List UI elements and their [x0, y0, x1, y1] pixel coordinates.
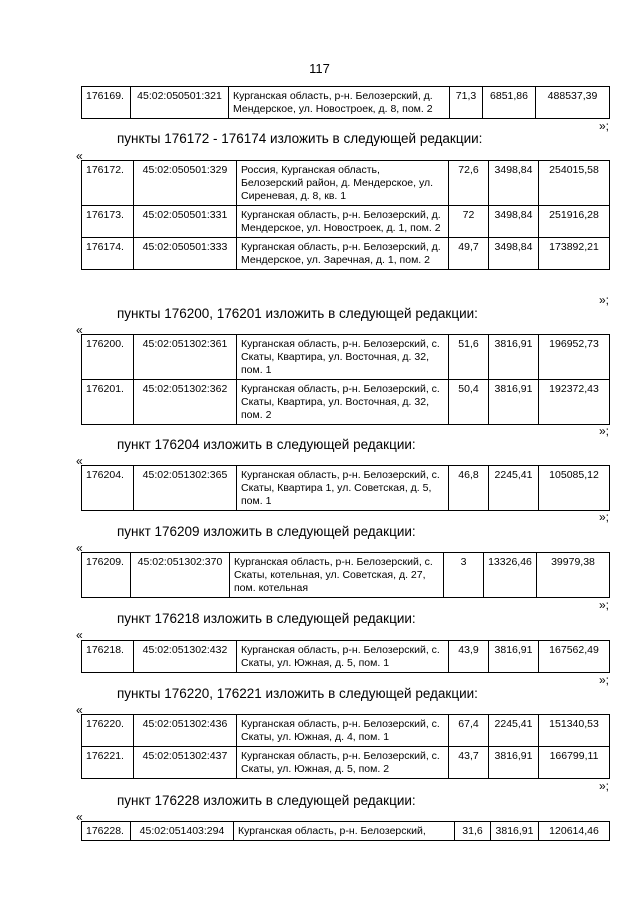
cadastral-number: 45:02:050501:333: [134, 238, 237, 270]
area: 43,7: [449, 747, 489, 779]
address: Курганская область, р-н. Белозерский, с. Скаты, Квартира, ул. Восточная, д. 32, пом. 1: [237, 335, 449, 380]
total: 39979,38: [537, 553, 610, 598]
area: 43,9: [449, 641, 489, 673]
closing-quote: »;: [598, 673, 609, 687]
cadastral-number: 45:02:051302:365: [134, 466, 237, 511]
cadastral-number: 45:02:051302:361: [134, 335, 237, 380]
property-table: [81, 465, 610, 511]
opening-quote: «: [76, 628, 83, 642]
area: 71,3: [450, 87, 483, 119]
total: 251916,28: [539, 206, 610, 238]
total: 151340,53: [539, 715, 610, 747]
area: 67,4: [449, 715, 489, 747]
address: Курганская область, р-н. Белозерский, с. Скаты, ул. Южная, д. 5, пом. 1: [237, 641, 449, 673]
property-table: [81, 640, 610, 673]
total: 120614,46: [539, 822, 610, 841]
address: Курганская область, р-н. Белозерский,: [234, 822, 455, 841]
table-row: [82, 553, 610, 598]
price: 3816,91: [489, 380, 539, 425]
area: 51,6: [449, 335, 489, 380]
price: 13326,46: [484, 553, 537, 598]
closing-quote: »;: [598, 510, 609, 524]
instruction-text: пункт 176228 изложить в следующей редакции:: [117, 793, 416, 808]
property-table: [81, 714, 610, 779]
total: 105085,12: [539, 466, 610, 511]
table-row: [82, 238, 610, 270]
cadastral-number: 45:02:050501:329: [134, 161, 237, 206]
row-number: 176218.: [82, 641, 134, 673]
cadastral-number: 45:02:051302:370: [131, 553, 230, 598]
price: 3816,91: [491, 822, 539, 841]
total: 254015,58: [539, 161, 610, 206]
table-row: [82, 641, 610, 673]
address: Россия, Курганская область, Белозерский район, д. Мендерское, ул. Сиреневая, д. 8, кв. 1: [237, 161, 449, 206]
area: 31,6: [455, 822, 491, 841]
instruction-text: пункты 176200, 176201 изложить в следующей редакции:: [117, 306, 478, 321]
address: Курганская область, р-н. Белозерский, д. Мендерское, ул. Новостроек, д. 1, пом. 2: [237, 206, 449, 238]
cadastral-number: 45:02:051403:294: [131, 822, 234, 841]
property-table: [81, 821, 610, 841]
area: 46,8: [449, 466, 489, 511]
price: 3816,91: [489, 335, 539, 380]
property-table: [81, 334, 610, 425]
price: 2245,41: [489, 466, 539, 511]
total: 196952,73: [539, 335, 610, 380]
area: 72: [449, 206, 489, 238]
cadastral-number: 45:02:051302:432: [134, 641, 237, 673]
table-row: [82, 87, 610, 119]
property-table: [81, 552, 610, 598]
row-number: 176201.: [82, 380, 134, 425]
price: 3498,84: [489, 161, 539, 206]
row-number: 176220.: [82, 715, 134, 747]
address: Курганская область, р-н. Белозерский, с. Скаты, ул. Южная, д. 5, пом. 2: [237, 747, 449, 779]
table-row: [82, 335, 610, 380]
row-number: 176173.: [82, 206, 134, 238]
table-row: [82, 822, 610, 841]
total: 173892,21: [539, 238, 610, 270]
row-number: 176204.: [82, 466, 134, 511]
property-table: [81, 160, 610, 270]
cadastral-number: 45:02:051302:436: [134, 715, 237, 747]
table-row: [82, 206, 610, 238]
page-number: 117: [309, 61, 330, 76]
cadastral-number: 45:02:050501:321: [131, 87, 229, 119]
area: 49,7: [449, 238, 489, 270]
cadastral-number: 45:02:051302:362: [134, 380, 237, 425]
address: Курганская область, р-н. Белозерский, д. Мендерское, ул. Заречная, д. 1, пом. 2: [237, 238, 449, 270]
instruction-text: пункты 176220, 176221 изложить в следующей редакции:: [117, 686, 478, 701]
opening-quote: «: [76, 703, 83, 717]
address: Курганская область, р-н. Белозерский, с. Скаты, котельная, ул. Советская, д. 27, пом. котельная: [230, 553, 444, 598]
address: Курганская область, р-н. Белозерский, с. Скаты, Квартира, ул. Восточная, д. 32, пом. 2: [237, 380, 449, 425]
table-row: [82, 747, 610, 779]
total: 167562,49: [539, 641, 610, 673]
area: 72,6: [449, 161, 489, 206]
row-number: 176174.: [82, 238, 134, 270]
cadastral-number: 45:02:050501:331: [134, 206, 237, 238]
closing-quote: »;: [598, 424, 609, 438]
instruction-text: пункт 176204 изложить в следующей редакции:: [117, 437, 416, 452]
property-table: [81, 86, 610, 119]
opening-quote: «: [76, 454, 83, 468]
row-number: 176221.: [82, 747, 134, 779]
row-number: 176172.: [82, 161, 134, 206]
opening-quote: «: [76, 149, 83, 163]
table-row: [82, 715, 610, 747]
area: 3: [444, 553, 484, 598]
row-number: 176228.: [82, 822, 131, 841]
address: Курганская область, р-н. Белозерский, с. Скаты, Квартира 1, ул. Советская, д. 5, пом. 1: [237, 466, 449, 511]
closing-quote: »;: [598, 779, 609, 793]
row-number: 176209.: [82, 553, 131, 598]
instruction-text: пункты 176172 - 176174 изложить в следующей редакции:: [117, 131, 483, 146]
opening-quote: «: [76, 810, 83, 824]
instruction-text: пункт 176209 изложить в следующей редакции:: [117, 524, 416, 539]
cadastral-number: 45:02:051302:437: [134, 747, 237, 779]
instruction-text: пункт 176218 изложить в следующей редакции:: [117, 611, 416, 626]
price: 3498,84: [489, 206, 539, 238]
row-number: 176169.: [82, 87, 131, 119]
closing-quote: »;: [598, 119, 609, 133]
total: 488537,39: [536, 87, 610, 119]
closing-quote: »;: [598, 293, 609, 307]
price: 2245,41: [489, 715, 539, 747]
price: 6851,86: [483, 87, 536, 119]
price: 3498,84: [489, 238, 539, 270]
opening-quote: «: [76, 541, 83, 555]
price: 3816,91: [489, 641, 539, 673]
total: 192372,43: [539, 380, 610, 425]
total: 166799,11: [539, 747, 610, 779]
area: 50,4: [449, 380, 489, 425]
opening-quote: «: [76, 323, 83, 337]
address: Курганская область, р-н. Белозерский, с. Скаты, ул. Южная, д. 4, пом. 1: [237, 715, 449, 747]
table-row: [82, 161, 610, 206]
closing-quote: »;: [598, 598, 609, 612]
table-row: [82, 466, 610, 511]
address: Курганская область, р-н. Белозерский, д. Мендерское, ул. Новостроек, д. 8, пом. 2: [229, 87, 450, 119]
row-number: 176200.: [82, 335, 134, 380]
price: 3816,91: [489, 747, 539, 779]
table-row: [82, 380, 610, 425]
